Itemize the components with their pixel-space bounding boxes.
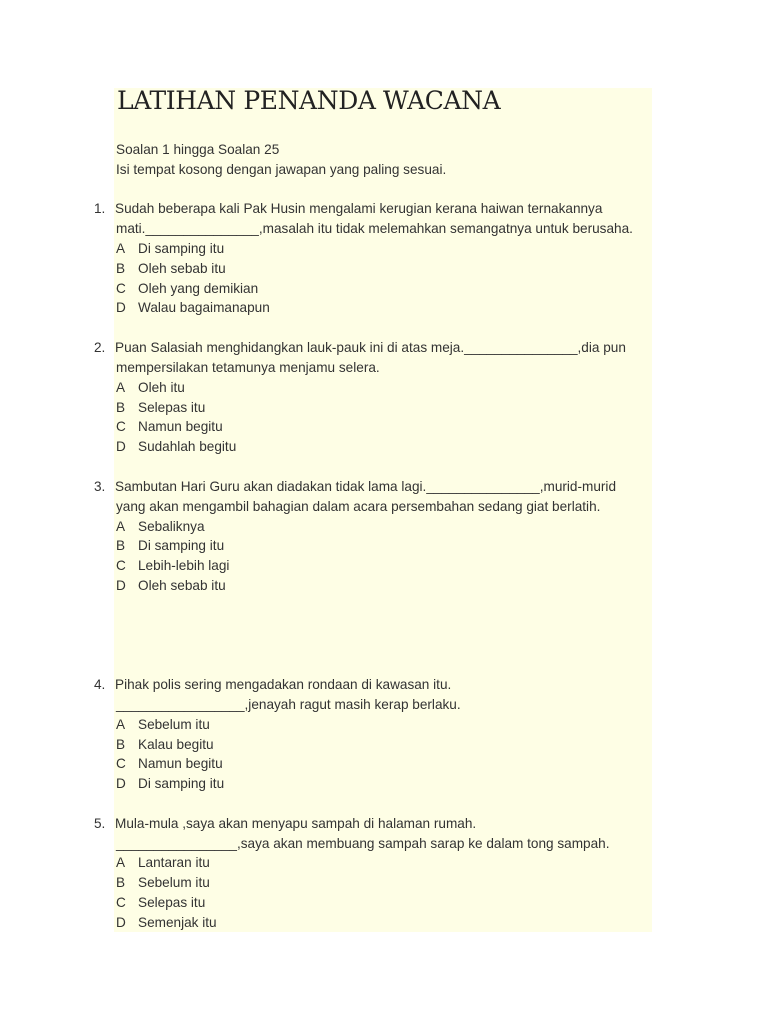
option-letter: D (116, 439, 126, 454)
option-text: Namun begitu (138, 419, 223, 434)
option-d (116, 298, 270, 318)
option-text: Walau bagaimanapun (138, 300, 270, 315)
option-letter: C (116, 558, 126, 573)
option-text: Selepas itu (138, 400, 206, 415)
option-letter: D (116, 300, 126, 315)
question-text-line: ________________,saya akan membuang sampah sarap ke dalam tong sampah. (116, 836, 610, 851)
option-letter: B (116, 875, 126, 890)
option-a (116, 239, 224, 259)
question-text-line: Sudah beberapa kali Pak Husin mengalami kerugian kerana haiwan ternakannya (115, 201, 603, 216)
option-letter: D (116, 915, 126, 930)
option-letter: A (116, 855, 126, 870)
option-d (116, 913, 217, 933)
question-text-line: Puan Salasiah menghidangkan lauk-pauk ini di atas meja._______________,dia pun (115, 340, 626, 355)
option-letter: D (116, 578, 126, 593)
option-text: Namun begitu (138, 756, 223, 771)
worksheet-title: LATIHAN PENANDA WACANA (117, 86, 501, 115)
option-letter: A (116, 519, 126, 534)
intro-instruction: Isi tempat kosong dengan jawapan yang paling sesuai. (116, 162, 447, 177)
option-b (116, 398, 205, 418)
option-text: Kalau begitu (138, 737, 214, 752)
option-text: Di samping itu (138, 241, 225, 256)
option-c (116, 893, 205, 913)
option-b (116, 873, 210, 893)
option-d (116, 437, 236, 457)
option-text: Sebelum itu (138, 717, 210, 732)
option-text: Di samping itu (138, 538, 225, 553)
option-a (116, 517, 205, 537)
option-b (116, 259, 226, 279)
option-letter: B (116, 400, 126, 415)
intro-range: Soalan 1 hingga Soalan 25 (116, 142, 280, 157)
option-letter: B (116, 737, 126, 752)
option-text: Sudahlah begitu (138, 439, 237, 454)
question-text-line: Pihak polis sering mengadakan rondaan di kawasan itu. (115, 677, 452, 692)
option-a (116, 715, 210, 735)
option-letter: A (116, 241, 126, 256)
option-c (116, 556, 229, 576)
option-c (116, 754, 223, 774)
option-text: Sebaliknya (138, 519, 205, 534)
option-c (116, 279, 258, 299)
option-letter: C (116, 756, 126, 771)
question-text-line: yang akan mengambil bahagian dalam acara persembahan sedang giat berlatih. (116, 499, 601, 514)
option-d (116, 774, 224, 794)
option-letter: C (116, 895, 126, 910)
question-number: 4. (94, 677, 106, 692)
option-b (116, 536, 224, 556)
option-text: Oleh sebab itu (138, 578, 226, 593)
option-text: Oleh itu (138, 380, 185, 395)
option-text: Selepas itu (138, 895, 206, 910)
option-c (116, 417, 223, 437)
option-letter: C (116, 419, 126, 434)
option-text: Oleh sebab itu (138, 261, 226, 276)
option-letter: A (116, 717, 126, 732)
option-text: Sebelum itu (138, 875, 210, 890)
option-letter: C (116, 281, 126, 296)
option-d (116, 576, 226, 596)
question-text-line: mempersilakan tetamunya menjamu selera. (116, 360, 380, 375)
option-text: Di samping itu (138, 776, 225, 791)
option-letter: A (116, 380, 126, 395)
option-text: Lebih-lebih lagi (138, 558, 230, 573)
option-a (116, 853, 210, 873)
option-a (116, 378, 185, 398)
option-text: Semenjak itu (138, 915, 217, 930)
question-number: 2. (94, 340, 106, 355)
option-b (116, 735, 214, 755)
option-letter: B (116, 538, 126, 553)
question-number: 1. (94, 201, 106, 216)
option-text: Lantaran itu (138, 855, 210, 870)
option-text: Oleh yang demikian (138, 281, 259, 296)
question-text-line: Mula-mula ,saya akan menyapu sampah di halaman rumah. (115, 816, 477, 831)
option-letter: D (116, 776, 126, 791)
question-number: 3. (94, 479, 106, 494)
question-text-line: Sambutan Hari Guru akan diadakan tidak lama lagi._______________,murid-murid (115, 479, 617, 494)
question-number: 5. (94, 816, 106, 831)
question-text-line: _________________,jenayah ragut masih kerap berlaku. (116, 697, 461, 712)
option-letter: B (116, 261, 126, 276)
question-text-line: mati._______________,masalah itu tidak melemahkan semangatnya untuk berusaha. (116, 221, 633, 236)
